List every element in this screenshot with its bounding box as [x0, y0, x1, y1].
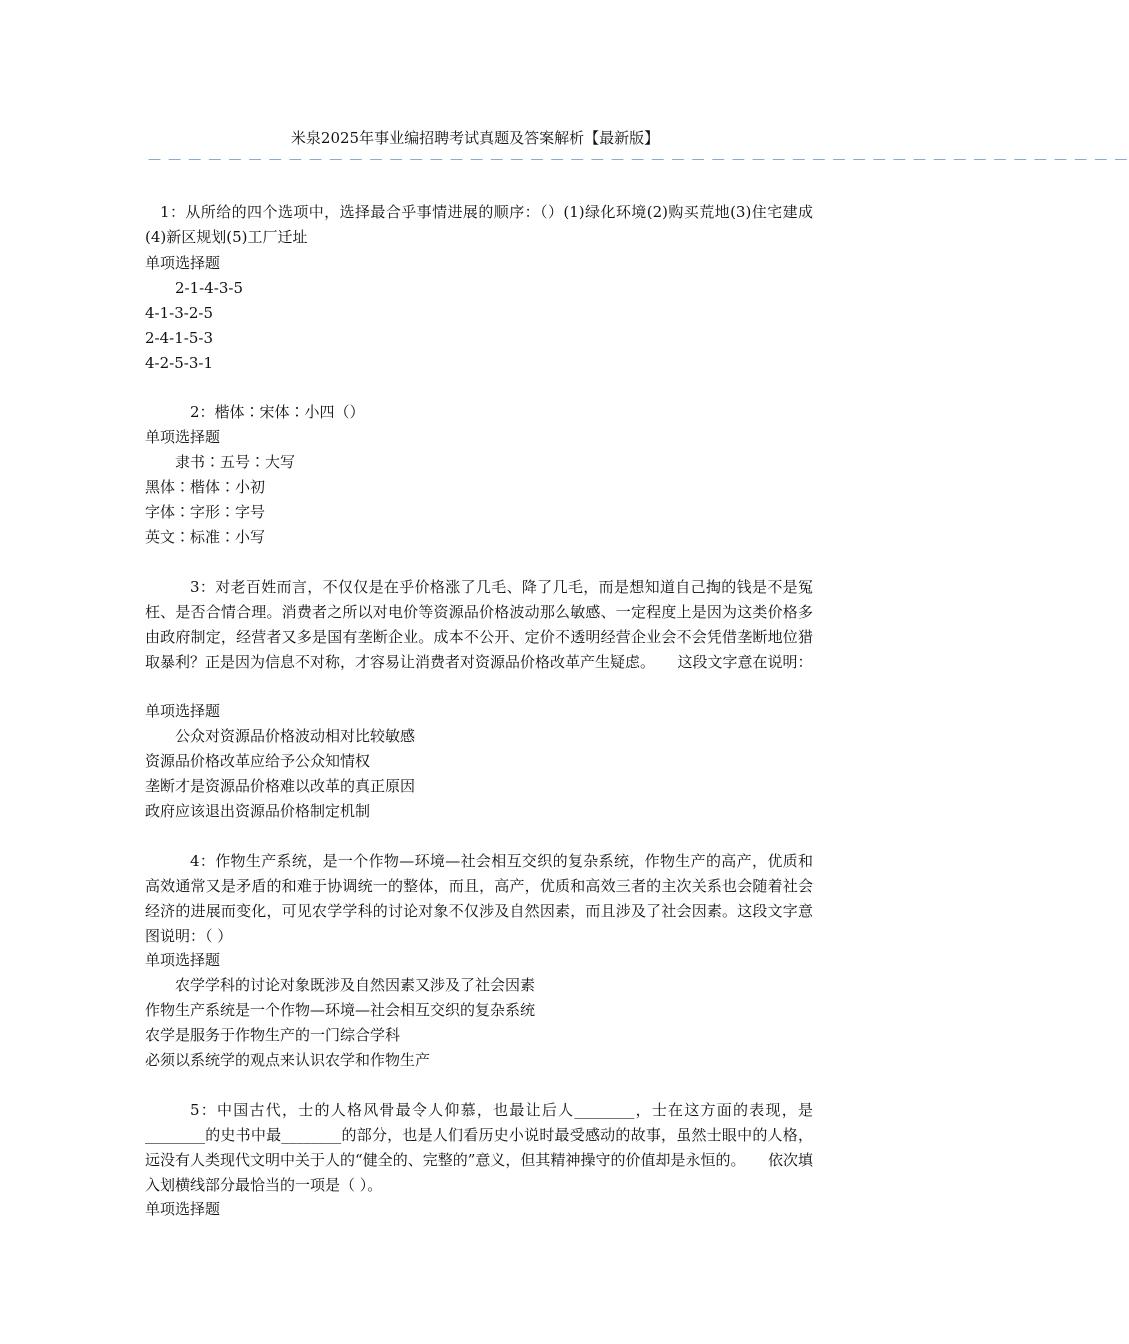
- question-4-stem: 4：作物生产系统，是一个作物—环境—社会相互交织的复杂系统，作物生产的高产，优质和高效通常又是矛盾的和难于协调统一的整体，而且，高产，优质和高效三者的主次关系也会随着社会经济的进展而变化，可见农学学科的讨论对象不仅涉及自然因素，而且涉及了社会因素。这段文字意图说明：（ ）: [145, 852, 813, 945]
- question-1-option-d: 4-2-5-3-1: [145, 354, 213, 372]
- question-2-type: 单项选择题: [145, 428, 221, 446]
- question-4-option-a: 农学学科的讨论对象既涉及自然因素又涉及了社会因素: [175, 976, 536, 994]
- question-1-option-a: 2-1-4-3-5: [175, 279, 243, 297]
- question-1-option-b: 4-1-3-2-5: [145, 304, 213, 322]
- question-2-option-a: 隶书∶五号∶大写: [175, 453, 296, 471]
- question-5-type: 单项选择题: [145, 1200, 221, 1218]
- question-2-stem: 2：楷体∶宋体∶小四（）: [190, 403, 365, 421]
- question-4-option-d: 必须以系统学的观点来认识农学和作物生产: [145, 1051, 431, 1069]
- document-title: 米泉2025年事业编招聘考试真题及答案解析【最新版】: [290, 129, 660, 147]
- question-2-option-d: 英文∶标准∶小写: [145, 528, 266, 546]
- question-1-type: 单项选择题: [145, 254, 221, 272]
- question-1-stem: 1：从所给的四个选项中，选择最合乎事情进展的顺序：（）(1)绿化环境(2)购买荒地(3)住宅建成(4)新区规划(5)工厂迁址: [145, 203, 813, 246]
- question-3-option-b: 资源品价格改革应给予公众知情权: [145, 752, 371, 770]
- title-divider: — — — — — — — — — — — — — — — — — — — — — — — — — — — — — — — — — — — — — — — — — — — — — — — — —: [148, 152, 1129, 167]
- question-4-type: 单项选择题: [145, 951, 221, 969]
- question-3-option-d: 政府应该退出资源品价格制定机制: [145, 802, 371, 820]
- question-2-option-b: 黑体∶楷体∶小初: [145, 478, 266, 496]
- question-3-stem: 3：对老百姓而言，不仅仅是在乎价格涨了几毛、降了几毛，而是想知道自己掏的钱是不是冤枉、是否合情合理。消费者之所以对电价等资源品价格波动那么敏感、一定程度上是因为这类价格多由政府制定，经营者又多是国有垄断企业。成本不公开、定价不透明经营企业会不会凭借垄断地位猎取暴利？正是因为信息不对称，才容易让消费者对资源品价格改革产生疑虑。 这段文字意在说明：: [145, 578, 813, 671]
- question-2-option-c: 字体∶字形∶字号: [145, 503, 266, 521]
- question-4-option-b: 作物生产系统是一个作物—环境—社会相互交织的复杂系统: [145, 1001, 536, 1019]
- question-3-type: 单项选择题: [145, 702, 221, 720]
- question-3-option-a: 公众对资源品价格波动相对比较敏感: [175, 727, 416, 745]
- question-5-stem: 5：中国古代，士的人格风骨最令人仰慕，也最让后人________，士在这方面的表现，是________的史书中最________的部分，也是人们看历史小说时最受感动的故事，虽然士眼中的人格，远没有人类现代文明中关于人的“健全的、完整的”意义，但其精神操守的价值却是永恒的。 依次填入划横线部分最恰当的一项是（ ）。: [145, 1101, 813, 1194]
- question-3-option-c: 垄断才是资源品价格难以改革的真正原因: [145, 777, 416, 795]
- question-1-option-c: 2-4-1-5-3: [145, 329, 213, 347]
- question-4-option-c: 农学是服务于作物生产的一门综合学科: [145, 1026, 401, 1044]
